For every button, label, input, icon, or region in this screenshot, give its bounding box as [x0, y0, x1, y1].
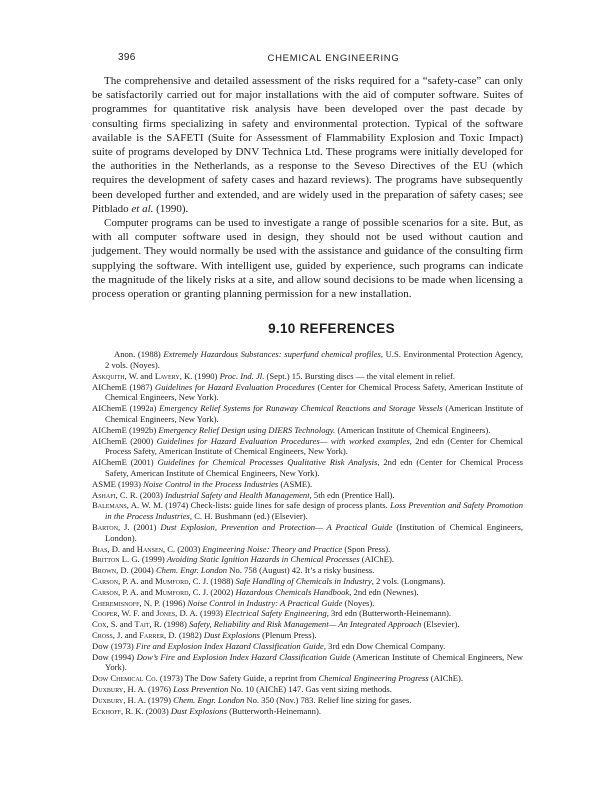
reference-entry: Cheremisnoff, N. P. (1996) Noise Control in Industry: A Practical Guide (Noyes). [92, 597, 375, 608]
reference-list [92, 349, 523, 716]
reference-entry: Carson, P. A. and Mumford, C. J. (1988) Safe Handling of Chemicals in Industry, 2 vols. (Longmans). [92, 575, 446, 586]
reference-entry: Barton, J. (2001) Dust Explosion, Prevention and Protection— A Practical Guide (Institution of Chemical Engineers, London). [92, 522, 523, 543]
reference-entry: Dow (1973) Fire and Explosion Index Hazard Classification Guide, 3rd edn Dow Chemical Company. [92, 640, 446, 651]
reference-entry: AIChemE (2000) Guidelines for Hazard Evaluation Procedures— with worked examples, 2nd edn (Center for Chemical Process Safety, American Institute of Chemical Engineers, New York). [92, 435, 523, 457]
reference-entry: AIChemE (1992b) Emergency Relief Design using DIERS Technology. (American Institute of Chemical Engineers). [92, 424, 491, 435]
reference-entry: Dow (1994) Dow’s Fire and Explosion Index Hazard Classification Guide (American Institute of Chemical Engineers, New York). [92, 651, 523, 673]
reference-entry: Cox, S. and Tait, R. (1998) Safety, Reliability and Risk Management— An Integrated Approach (Elsevier). [92, 619, 460, 630]
reference-entry: Balemans, A. W. M. (1974) Check-lists: guide lines for safe design of process plants. Loss Prevention and Safety Promotion in the Process Industries, C. H. Bushmann (ed.) (Elsevier). [92, 500, 523, 522]
reference-entry: Eckhoff, R. K. (2003) Dust Explosions (Butterworth-Heinemann). [92, 705, 321, 716]
reference-entry: ASME (1993) Noise Control in the Process Industries (ASME). [92, 478, 313, 489]
reference-entry: Duxbury, H. A. (1976) Loss Prevention No. 10 (AIChE) 147. Gas vent sizing methods. [92, 683, 392, 694]
page-header [92, 52, 523, 65]
body-paragraph: Computer programs can be used to investigate a range of possible scenarios for a site. But, as with all computer software used in design, they should not be used without caution and judgement. They would normally be used with the assistance and guidance of the consulting firm supplying the software. With intelligent use, guided by experience, such programs can indicate the magnitude of the likely risks at a site, and allow sound decisions to be made when licensing a process operation or granting planning permission for a new installation. [92, 217, 523, 301]
reference-entry: AIChemE (1992a) Emergency Relief Systems for Runaway Chemical Reactions and Storage Vessels (American Institute of Chemical Engineers, New York). [92, 403, 523, 425]
reference-entry: Britton L. G. (1999) Avoiding Static Ignition Hazards in Chemical Processes (AIChE). [92, 554, 394, 565]
running-head: CHEMICAL ENGINEERING [267, 53, 400, 64]
reference-entry: Bias, D. and Hansen, C. (2003) Engineering Noise: Theory and Practice (Spon Press). [92, 543, 391, 554]
reference-entry: Duxbury, H. A. (1979) Chem. Engr. London No. 350 (Nov.) 783. Relief line sizing for gases. [92, 694, 412, 705]
section-heading: 9.10 REFERENCES [268, 321, 395, 337]
reference-entry: AIChemE (2001) Guidelines for Chemical Processes Qualitative Risk Analysis, 2nd edn (Center for Chemical Process Safety, American Institute of Chemical Engineers, New York). [92, 457, 523, 479]
reference-entry: Cooper, W. F. and Jones, D. A. (1993) Electrical Safety Engineering, 3rd edn (Butterworth-Heinemann). [92, 608, 452, 619]
reference-entry: Carson, P. A. and Mumford, C. J. (2002) Hazardous Chemicals Handbook, 2nd edn (Newnes). [92, 586, 419, 597]
reference-entry: Askquith, W. and Lavery, K. (1990) Proc. Ind. Jl. (Sept.) 15. Bursting discs — the vital element in relief. [92, 370, 456, 381]
reference-entry: Dow Chemical Co. (1973) The Dow Safety Guide, a reprint from Chemical Engineering Progress (AIChE). [92, 673, 463, 684]
reference-entry: Ashafi, C. R. (2003) Industrial Safety and Health Management, 5th edn (Prentice Hall). [92, 489, 395, 500]
reference-entry: AIChemE (1987) Guidelines for Hazard Evaluation Procedures (Center for Chemical Process Safety, American Institute of Chemical Engineers, New York). [92, 381, 524, 403]
reference-entry: Brown, D. (2004) Chem. Engr. London No. 758 (August) 42. It’s a risky business. [92, 565, 375, 576]
page-number: 396 [118, 52, 136, 63]
body-paragraph: The comprehensive and detailed assessment of the risks required for a “safety-case” can only be satisfactorily carried out for major installations with the aid of computer software. Suites of programmes for quantitative risk analysis have been developed over the past decade by consulting firms specializing in safety and environmental protection. Typical of the software available is the SAFETI (Suite for Assessment of Flammability Explosion and Toxic Impact) suite of programs developed by DNV Technica Ltd. These programs were initially developed for the authorities in the Netherlands, as a response to the Seveso Directives of the EU (which requires the development of safety cases and hazard reviews). The programs have subsequently been developed further and extended, and are widely used in the preparation of safety cases; see Pitblado et al. (1990). [92, 75, 523, 215]
body-text [92, 74, 523, 301]
reference-entry: Anon. (1988) Extremely Hazardous Substances: superfund chemical profiles, U.S. Environmental Protection Agency, 2 vols. (Noyes). [105, 349, 523, 371]
reference-entry: Cross, J. and Farrer, D. (1982) Dust Explosions (Plenum Press). [92, 629, 317, 640]
